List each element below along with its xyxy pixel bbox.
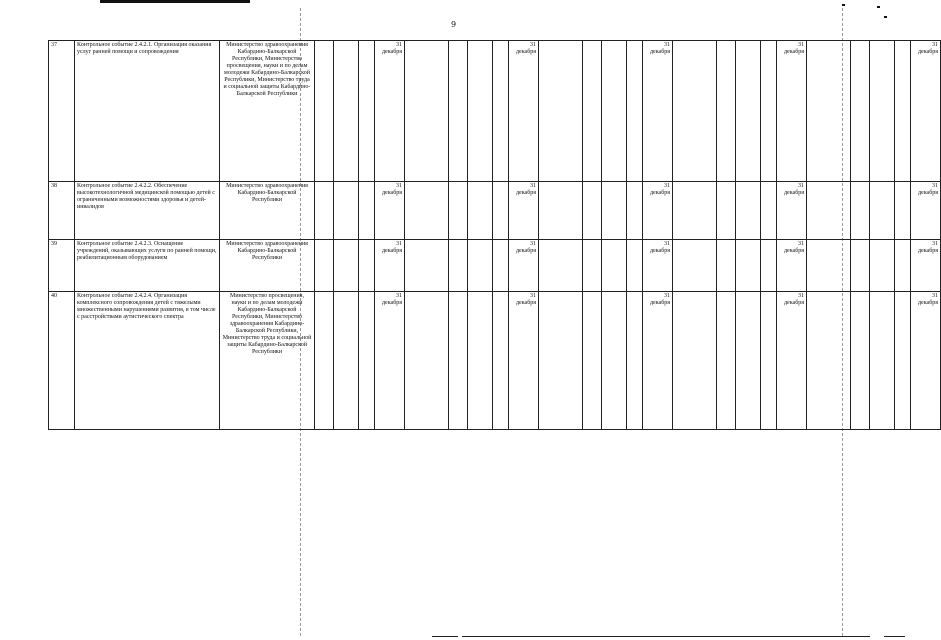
deadline-date: 31 декабря (375, 182, 405, 240)
empty-cell (870, 240, 895, 292)
empty-cell (761, 182, 777, 240)
deadline-date: 31 декабря (643, 41, 673, 182)
empty-cell (315, 41, 334, 182)
row-number: 38 (49, 182, 75, 240)
empty-cell (602, 182, 627, 240)
empty-cell (468, 292, 493, 430)
empty-cell (449, 292, 468, 430)
empty-cell (539, 292, 583, 430)
event-description: Контрольное событие 2.4.2.4. Организация комплексного сопровождения детей с тяжелыми множественными нарушениями развития, в том числе с расстройствами аутистического спектра (75, 292, 220, 430)
empty-cell (870, 41, 895, 182)
empty-cell (493, 240, 509, 292)
empty-cell (359, 182, 375, 240)
empty-cell (405, 292, 449, 430)
empty-cell (468, 41, 493, 182)
empty-cell (315, 240, 334, 292)
deadline-date: 31 декабря (375, 41, 405, 182)
page-number: 9 (451, 20, 457, 29)
empty-cell (405, 41, 449, 182)
empty-cell (736, 182, 761, 240)
empty-cell (807, 41, 851, 182)
empty-cell (870, 292, 895, 430)
empty-cell (602, 292, 627, 430)
scan-artifact-dot (884, 16, 887, 18)
empty-cell (583, 41, 602, 182)
empty-cell (717, 240, 736, 292)
empty-cell (449, 182, 468, 240)
scan-artifact-dot (877, 6, 880, 8)
responsible-executor: Министерство здравоохранения Кабардино-Балкарской Республики, Министерство просвещения, науки и по делам молодежи Кабардино-Балкарской Республики, Министерство труда и социальной защиты Кабардино-Балкарской Республики (220, 41, 315, 182)
empty-cell (493, 182, 509, 240)
empty-cell (851, 41, 870, 182)
scan-artifact-dot (842, 4, 845, 6)
empty-cell (359, 240, 375, 292)
empty-cell (717, 182, 736, 240)
empty-cell (717, 292, 736, 430)
empty-cell (493, 292, 509, 430)
empty-cell (807, 292, 851, 430)
empty-cell (468, 240, 493, 292)
empty-cell (449, 240, 468, 292)
event-description: Контрольное событие 2.4.2.3. Оснащение учреждений, оказывающих услуги по ранней помощи, реабилитационным оборудованием (75, 240, 220, 292)
empty-cell (717, 41, 736, 182)
event-description: Контрольное событие 2.4.2.2. Обеспечение высокотехнологичной медицинской помощью детей с ограниченными возможностями здоровья и детей-инвалидов (75, 182, 220, 240)
empty-cell (334, 41, 359, 182)
bottom-rule (884, 636, 905, 637)
empty-cell (851, 292, 870, 430)
empty-cell (627, 292, 643, 430)
deadline-date: 31 декабря (509, 41, 539, 182)
empty-cell (895, 41, 911, 182)
empty-cell (627, 41, 643, 182)
empty-cell (449, 41, 468, 182)
row-number: 37 (49, 41, 75, 182)
empty-cell (359, 41, 375, 182)
deadline-date: 31 декабря (643, 292, 673, 430)
deadline-date: 31 декабря (777, 292, 807, 430)
empty-cell (673, 240, 717, 292)
empty-cell (736, 240, 761, 292)
empty-cell (851, 240, 870, 292)
responsible-executor: Министерство просвещения, науки и по делам молодежи Кабардино-Балкарской Республики, Министерство здравоохранения Кабардино-Балкарской Республики, Министерство труда и социальной защиты Кабардино-Балкарской Республики (220, 292, 315, 430)
empty-cell (761, 292, 777, 430)
bottom-rule (462, 636, 870, 637)
empty-cell (895, 292, 911, 430)
empty-cell (405, 240, 449, 292)
empty-cell (539, 240, 583, 292)
empty-cell (807, 240, 851, 292)
empty-cell (602, 41, 627, 182)
deadline-date: 31 декабря (643, 240, 673, 292)
empty-cell (602, 240, 627, 292)
empty-cell (468, 182, 493, 240)
bottom-rule (432, 636, 458, 637)
empty-cell (539, 41, 583, 182)
empty-cell (736, 41, 761, 182)
table-row (49, 182, 941, 240)
empty-cell (334, 182, 359, 240)
deadline-date: 31 декабря (375, 240, 405, 292)
row-number: 40 (49, 292, 75, 430)
deadline-date: 31 декабря (777, 182, 807, 240)
row-number: 39 (49, 240, 75, 292)
deadline-date: 31 декабря (911, 292, 941, 430)
deadline-date: 31 декабря (643, 182, 673, 240)
deadline-date: 31 декабря (509, 292, 539, 430)
empty-cell (583, 182, 602, 240)
empty-cell (895, 182, 911, 240)
deadline-date: 31 декабря (375, 292, 405, 430)
deadline-date: 31 декабря (509, 240, 539, 292)
empty-cell (870, 182, 895, 240)
empty-cell (673, 41, 717, 182)
empty-cell (673, 182, 717, 240)
deadline-date: 31 декабря (911, 41, 941, 182)
table-row (49, 240, 941, 292)
deadline-date: 31 декабря (509, 182, 539, 240)
event-description: Контрольное событие 2.4.2.1. Организация оказания услуг ранней помощи и сопровождения (75, 41, 220, 182)
deadline-date: 31 декабря (777, 41, 807, 182)
deadline-date: 31 декабря (911, 182, 941, 240)
responsible-executor: Министерство здравоохранения Кабардино-Балкарской Республики (220, 182, 315, 240)
scan-artifact-top (100, 0, 250, 3)
empty-cell (761, 240, 777, 292)
empty-cell (405, 182, 449, 240)
deadline-date: 31 декабря (777, 240, 807, 292)
table-row (49, 41, 941, 182)
empty-cell (539, 182, 583, 240)
deadline-date: 31 декабря (911, 240, 941, 292)
empty-cell (583, 240, 602, 292)
responsible-executor: Министерство здравоохранения Кабардино-Балкарской Республики (220, 240, 315, 292)
empty-cell (334, 292, 359, 430)
empty-cell (673, 292, 717, 430)
empty-cell (851, 182, 870, 240)
empty-cell (334, 240, 359, 292)
empty-cell (315, 182, 334, 240)
control-events-table (48, 40, 941, 430)
empty-cell (493, 41, 509, 182)
empty-cell (627, 240, 643, 292)
empty-cell (736, 292, 761, 430)
empty-cell (627, 182, 643, 240)
empty-cell (895, 240, 911, 292)
empty-cell (807, 182, 851, 240)
empty-cell (315, 292, 334, 430)
empty-cell (761, 41, 777, 182)
table-row (49, 292, 941, 430)
empty-cell (583, 292, 602, 430)
empty-cell (359, 292, 375, 430)
